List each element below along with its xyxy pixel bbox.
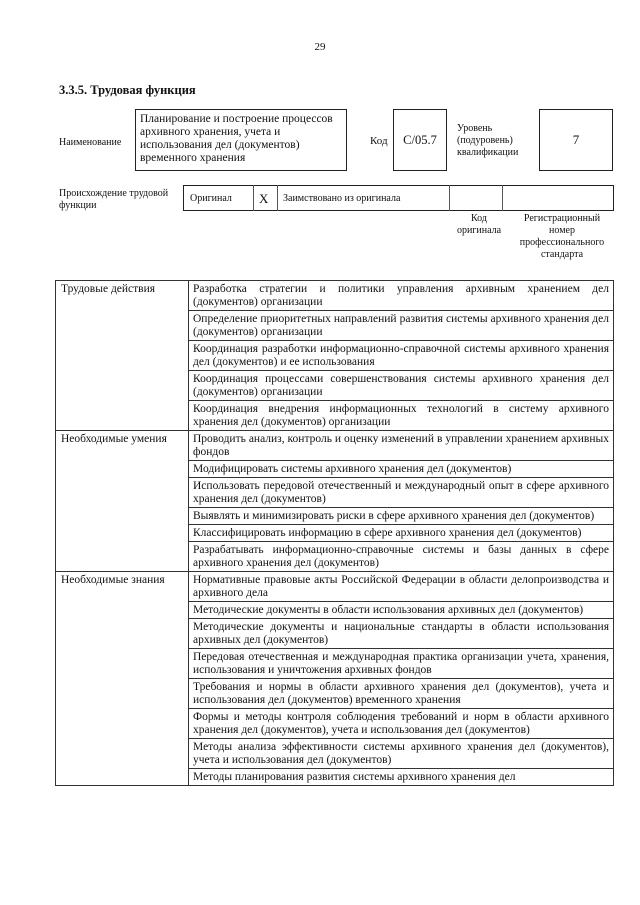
- section-item: Методы анализа эффективности системы архивного хранения дел (документов), учета и использования дел (документов): [189, 739, 614, 769]
- section-item: Классифицировать информацию в сфере архивного хранения дел (документов): [189, 525, 614, 542]
- level-box: [539, 109, 613, 171]
- origin-borrowed: Заимствовано из оригинала: [283, 193, 401, 204]
- section-item: Координация разработки информационно-справочной системы архивного хранения дел (документов) и ее использования: [189, 341, 614, 371]
- origin-mark: X: [259, 191, 269, 206]
- origin-code-caption: Код оригинала: [456, 213, 502, 236]
- section-category: Трудовые действия: [56, 281, 189, 431]
- level-label: Уровень (подуровень) квалификации: [457, 123, 519, 158]
- name-label: Наименование: [59, 137, 122, 148]
- origin-divider: [502, 185, 503, 211]
- origin-divider: [277, 185, 278, 211]
- origin-divider: [253, 185, 254, 211]
- section-item: Методы планирования развития системы архивного хранения дел: [189, 769, 614, 786]
- code-label: Код: [370, 135, 388, 147]
- table-row: [56, 281, 614, 311]
- origin-label: Происхождение трудовой функции: [59, 188, 169, 211]
- section-item: Методические документы и национальные стандарты в области использования архивных дел (документов): [189, 619, 614, 649]
- section-item: Передовая отечественная и международная практика организации учета, хранения, использования и уничтожения архивных фондов: [189, 649, 614, 679]
- section-item: Разрабатывать информационно-справочные системы и базы данных в сфере архивного хранения дел (документов): [189, 542, 614, 572]
- table-row: [56, 572, 614, 602]
- level-value: 7: [572, 132, 580, 147]
- section-item: Выявлять и минимизировать риски в сфере архивного хранения дел (документов): [189, 508, 614, 525]
- section-item: Разработка стратегии и политики управления архивным хранением дел (документов) организации: [189, 281, 614, 311]
- table-row: [56, 431, 614, 461]
- section-item: Координация внедрения информационных технологий в систему архивного хранения дел (документов) организации: [189, 401, 614, 431]
- section-category: Необходимые знания: [56, 572, 189, 786]
- page-number: 29: [314, 41, 326, 53]
- section-category: Необходимые умения: [56, 431, 189, 572]
- function-name: Планирование и построение процессов архивного хранения, учета и использования дел (документов) временного хранения: [140, 113, 333, 164]
- section-item: Координация процессами совершенствования системы архивного хранения дел (документов) организации: [189, 371, 614, 401]
- origin-reg-caption: Регистрационный номер профессионального стандарта: [519, 213, 605, 260]
- section-item: Модифицировать системы архивного хранения дел (документов): [189, 461, 614, 478]
- section-title: 3.3.5. Трудовая функция: [59, 83, 196, 97]
- section-item: Нормативные правовые акты Российской Федерации в области делопроизводства и архивного дела: [189, 572, 614, 602]
- requirements-table: [55, 280, 614, 786]
- origin-divider: [449, 185, 450, 211]
- code-value: C/05.7: [403, 132, 437, 147]
- code-box: [393, 109, 447, 171]
- section-item: Проводить анализ, контроль и оценку изменений в управлении хранением архивных фондов: [189, 431, 614, 461]
- section-item: Требования и нормы в области архивного хранения дел (документов), учета и использования дел (документов) временного хранения: [189, 679, 614, 709]
- origin-original: Оригинал: [190, 193, 232, 204]
- section-item: Методические документы в области использования архивных дел (документов): [189, 602, 614, 619]
- section-item: Использовать передовой отечественный и международный опыт в сфере архивного хранения дел (документов): [189, 478, 614, 508]
- section-item: Определение приоритетных направлений развития системы архивного хранения дел (документов) организации: [189, 311, 614, 341]
- section-item: Формы и методы контроля соблюдения требований и норм в области архивного хранения дел (документов), учета и использования дел (документов): [189, 709, 614, 739]
- function-name-box: [135, 109, 347, 171]
